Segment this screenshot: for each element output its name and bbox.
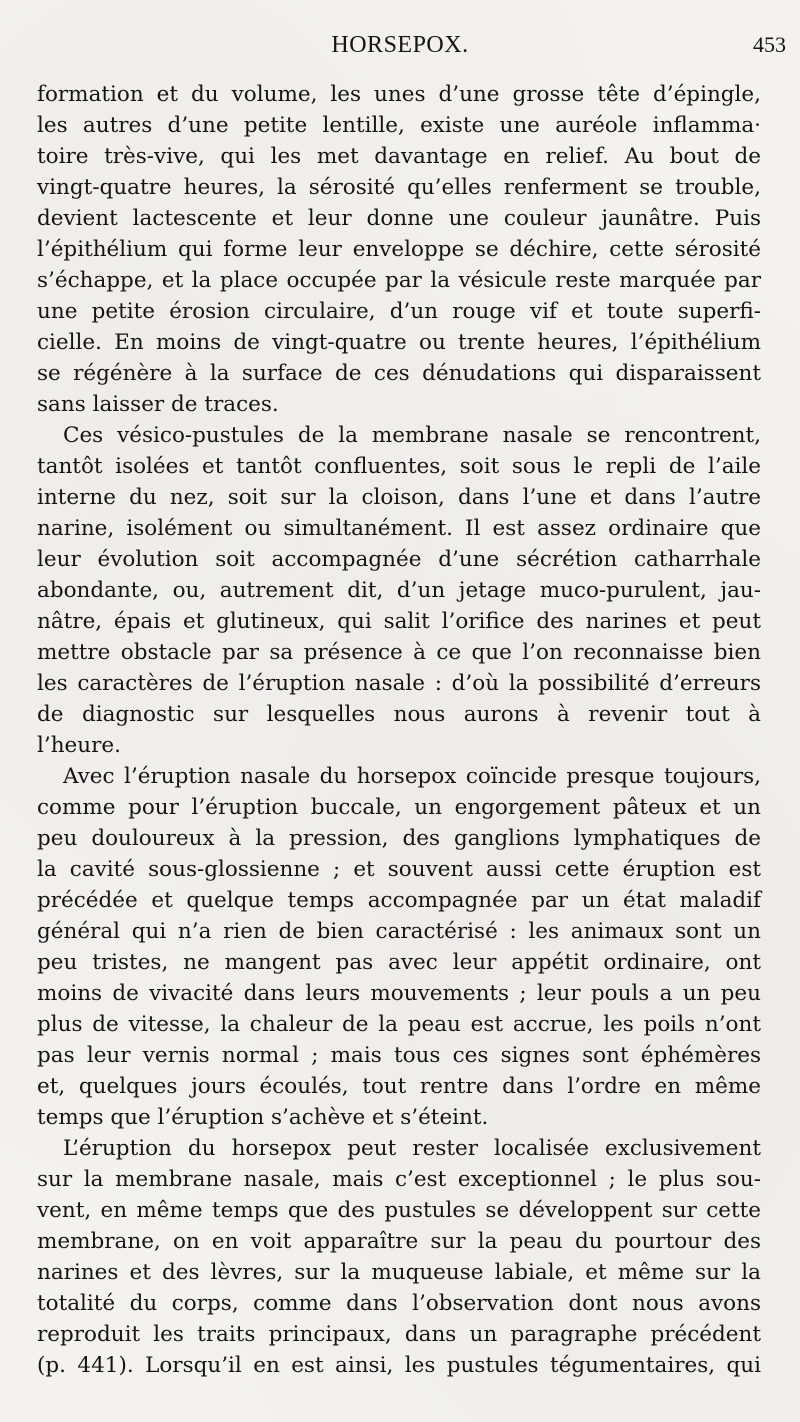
text-line: formation et du volume, les unes d’une grosse tête d’épingle, [37, 82, 761, 107]
text-line: se régénère à la surface de ces dénudations qui disparaissent [37, 361, 761, 386]
body-text [37, 79, 761, 1381]
text-line: s’échappe, et la place occupée par la vésicule reste marquée par [37, 268, 761, 293]
text-line: (p. 441). Lorsqu’il en est ainsi, les pustules tégumentaires, qui [37, 1353, 761, 1378]
text-line: toire très-vive, qui les met davantage en relief. Au bout de [37, 144, 761, 169]
text-line: précédée et quelque temps accompagnée par un état maladif [37, 888, 761, 913]
text-line: nâtre, épais et glutineux, qui salit l’orifice des narines et peut [37, 609, 761, 634]
text-line: peu tristes, ne mangent pas avec leur appétit ordinaire, ont [37, 950, 761, 975]
text-line: la cavité sous-glossienne ; et souvent aussi cette éruption est [37, 857, 761, 882]
text-line: les autres d’une petite lentille, existe une auréole inflamma· [37, 113, 761, 138]
text-line: l’heure. [37, 733, 121, 758]
text-line: pas leur vernis normal ; mais tous ces signes sont éphémères [37, 1043, 761, 1068]
text-line: et, quelques jours écoulés, tout rentre dans l’ordre en même [37, 1074, 761, 1099]
text-line: tantôt isolées et tantôt confluentes, soit sous le repli de l’aile [37, 454, 761, 479]
text-line: les caractères de l’éruption nasale : d’où la possibilité d’erreurs [37, 671, 761, 696]
text-line: devient lactescente et leur donne une couleur jaunâtre. Puis [37, 206, 761, 231]
text-line: temps que l’éruption s’achève et s’éteint. [37, 1105, 489, 1130]
text-line: sur la membrane nasale, mais c’est exceptionnel ; le plus sou- [37, 1167, 761, 1192]
text-line: sans laisser de traces. [37, 392, 279, 417]
text-line: de diagnostic sur lesquelles nous aurons à revenir tout à [37, 702, 761, 727]
text-line: narines et des lèvres, sur la muqueuse labiale, et même sur la [37, 1260, 761, 1285]
text-line: leur évolution soit accompagnée d’une sécrétion catharrhale [37, 547, 761, 572]
text-line: cielle. En moins de vingt-quatre ou trente heures, l’épithélium [37, 330, 761, 355]
text-line: une petite érosion circulaire, d’un rouge vif et toute superfi- [37, 299, 761, 324]
text-line: comme pour l’éruption buccale, un engorgement pâteux et un [37, 795, 761, 820]
text-line: abondante, ou, autrement dit, d’un jetage muco-purulent, jau- [37, 578, 761, 603]
text-line: plus de vitesse, la chaleur de la peau est accrue, les poils n’ont [37, 1012, 761, 1037]
text-line: vingt-quatre heures, la sérosité qu’elles renferment se trouble, [37, 175, 761, 200]
text-line: Avec l’éruption nasale du horsepox coïncide presque toujours, [63, 764, 761, 789]
text-line: L’éruption du horsepox peut rester localisée exclusivement [63, 1136, 761, 1161]
text-line: l’épithélium qui forme leur enveloppe se déchire, cette sérosité [37, 237, 761, 262]
running-head: HORSEPOX. [331, 32, 469, 58]
text-line: reproduit les traits principaux, dans un paragraphe précédent [37, 1322, 761, 1347]
page-header [0, 32, 800, 62]
text-line: narine, isolément ou simultanément. Il est assez ordinaire que [37, 516, 761, 541]
text-line: interne du nez, soit sur la cloison, dans l’une et dans l’autre [37, 485, 761, 510]
text-line: membrane, on en voit apparaître sur la peau du pourtour des [37, 1229, 761, 1254]
text-line: Ces vésico-pustules de la membrane nasale se rencontrent, [63, 423, 761, 448]
text-line: général qui n’a rien de bien caractérisé : les animaux sont un [37, 919, 761, 944]
page-number: 453 [753, 32, 786, 57]
text-line: peu douloureux à la pression, des ganglions lymphatiques de [37, 826, 761, 851]
text-line: totalité du corps, comme dans l’observation dont nous avons [37, 1291, 761, 1316]
text-line: vent, en même temps que des pustules se développent sur cette [37, 1198, 761, 1223]
text-line: moins de vivacité dans leurs mouvements ; leur pouls a un peu [37, 981, 761, 1006]
text-line: mettre obstacle par sa présence à ce que l’on reconnaisse bien [37, 640, 761, 665]
